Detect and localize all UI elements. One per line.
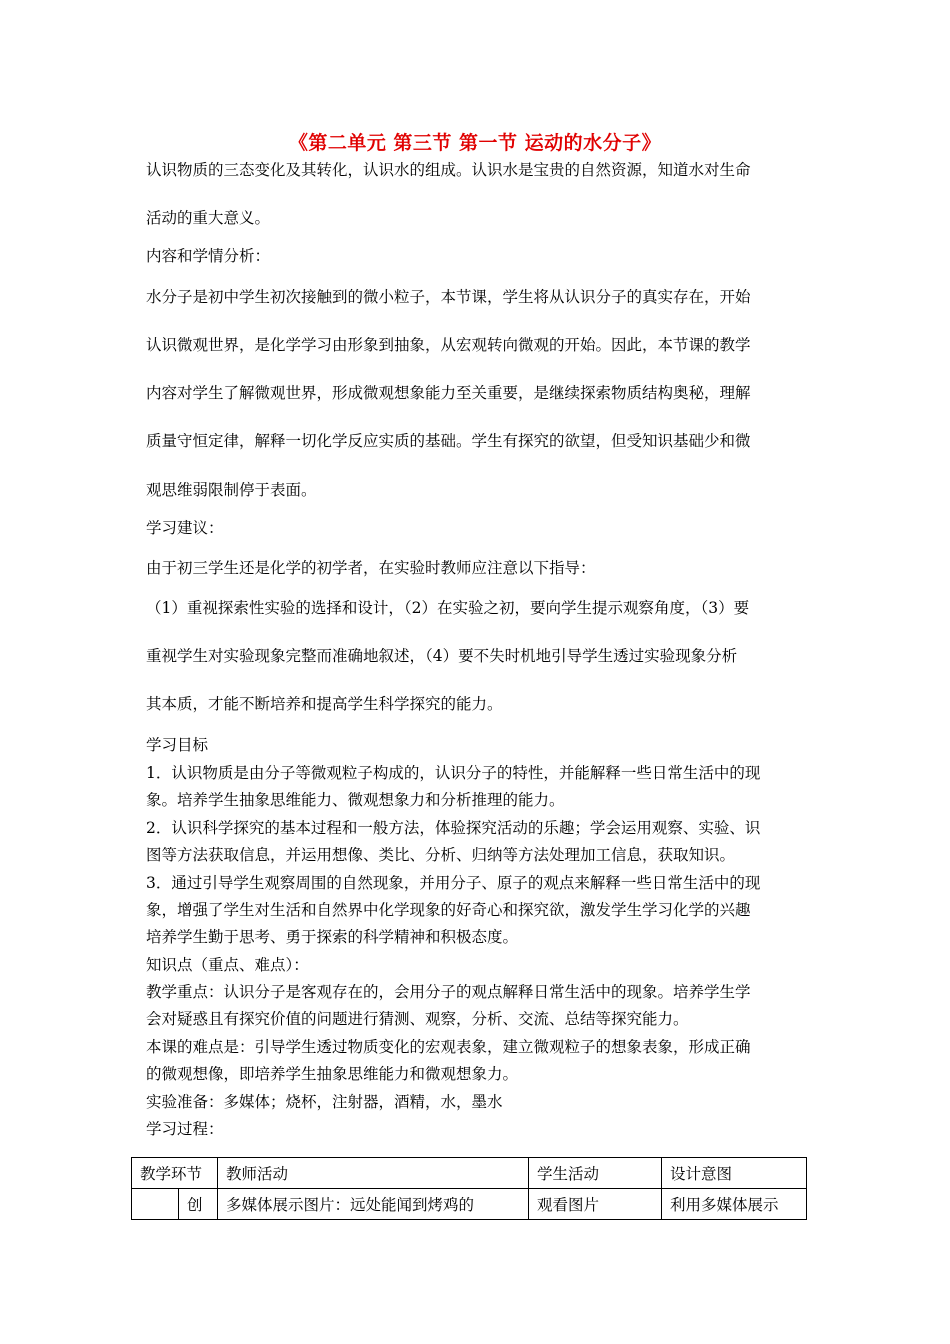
document-title: 《第二单元 第三节 第一节 运动的水分子》	[288, 132, 662, 154]
text-line: 培养学生勤于思考、勇于探索的科学精神和积极态度。	[146, 928, 519, 946]
text-line: 水分子是初中学生初次接触到的微小粒子，本节课，学生将从认识分子的真实存在，开始	[146, 288, 751, 306]
header-cell-teacher: 教师活动	[218, 1158, 529, 1189]
text-line: 学习过程：	[146, 1120, 224, 1138]
text-line: 认识物质的三态变化及其转化，认识水的组成。认识水是宝贵的自然资源，知道水对生命	[146, 161, 751, 179]
text-line: 内容对学生了解微观世界，形成微观想象能力至关重要，是继续探索物质结构奥秘，理解	[146, 384, 751, 402]
table-row	[132, 1189, 807, 1220]
text-line: 实验准备：多媒体；烧杯，注射器，酒精，水，墨水	[146, 1093, 503, 1111]
text-line: 教学重点：认识分子是客观存在的，会用分子的观点解释日常生活中的现象。培养学生学	[146, 983, 751, 1001]
text-line: 认识微观世界，是化学学习由形象到抽象，从宏观转向微观的开始。因此，本节课的教学	[146, 336, 751, 354]
text-line: 活动的重大意义。	[146, 209, 271, 227]
table-cell: 利用多媒体展示	[662, 1189, 807, 1220]
table-cell: 观看图片	[529, 1189, 662, 1220]
text-line: 质量守恒定律，解释一切化学反应实质的基础。学生有探究的欲望，但受知识基础少和微	[146, 432, 751, 450]
text-line: 观思维弱限制停于表面。	[146, 481, 317, 499]
text-line: 知识点（重点、难点）：	[146, 956, 309, 974]
text-line: 其本质，才能不断培养和提高学生科学探究的能力。	[146, 695, 503, 713]
text-line: 的微观想像，即培养学生抽象思维能力和微观想象力。	[146, 1065, 519, 1083]
text-line: 1．认识物质是由分子等微观粒子构成的，认识分子的特性，并能解释一些日常生活中的现	[146, 764, 761, 782]
text-line: 图等方法获取信息，并运用想像、类比、分析、归纳等方法处理加工信息，获取知识。	[146, 846, 736, 864]
text-line: 会对疑惑且有探究价值的问题进行猜测、观察，分析、交流、总结等探究能力。	[146, 1010, 689, 1028]
text-line: 由于初三学生还是化学的初学者，在实验时教师应注意以下指导：	[146, 559, 596, 577]
table-cell: 多媒体展示图片：远处能闻到烤鸡的	[218, 1189, 529, 1220]
text-line: （1）重视探索性实验的选择和设计，（2）在实验之初，要向学生提示观察角度，（3）要	[146, 599, 750, 617]
text-line: 3．通过引导学生观察周围的自然现象，并用分子、原子的观点来解释一些日常生活中的现	[146, 874, 761, 892]
text-line: 重视学生对实验现象完整而准确地叙述，（4）要不失时机地引导学生透过实验现象分析	[146, 647, 738, 665]
header-cell-student: 学生活动	[529, 1158, 662, 1189]
header-cell-stage: 教学环节	[132, 1158, 218, 1189]
text-line: 本课的难点是：引导学生透过物质变化的宏观表象，建立微观粒子的想象表象，形成正确	[146, 1038, 751, 1056]
table-cell: 创	[179, 1189, 218, 1220]
text-line: 学习目标	[146, 736, 209, 754]
table-header-row	[132, 1158, 807, 1189]
text-line: 象，增强了学生对生活和自然界中化学现象的好奇心和探究欲，激发学生学习化学的兴趣	[146, 901, 751, 919]
table-cell	[132, 1189, 179, 1220]
text-line: 2．认识科学探究的基本过程和一般方法，体验探究活动的乐趣；学会运用观察、实验、识	[146, 819, 761, 837]
text-line: 学习建议：	[146, 519, 224, 537]
header-cell-intent: 设计意图	[662, 1158, 807, 1189]
learning-process-table	[131, 1157, 807, 1220]
text-line: 象。培养学生抽象思维能力、微观想象力和分析推理的能力。	[146, 791, 565, 809]
text-line: 内容和学情分析：	[146, 247, 271, 265]
